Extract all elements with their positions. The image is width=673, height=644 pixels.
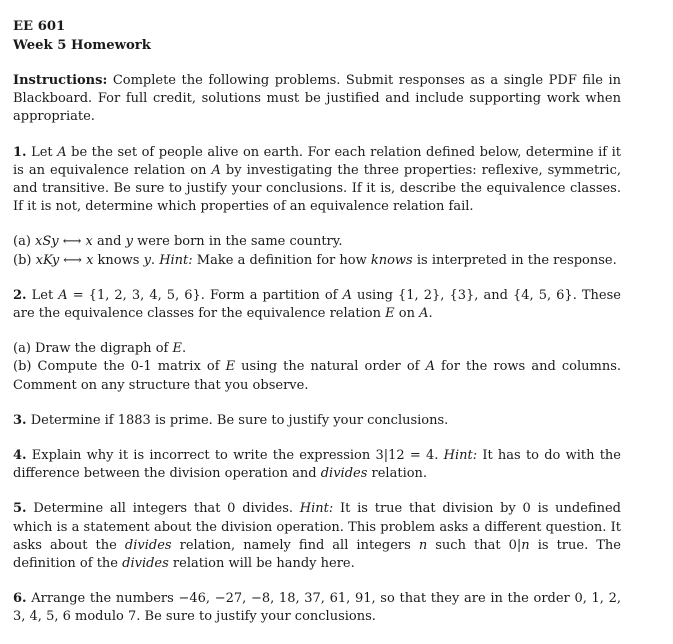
homework-title: Week 5 Homework: [13, 37, 151, 53]
instructions-text: Complete the following problems. Submit responses as a single PDF file in Blackboard. For full credit, solutions must be justified and include supporting work when appropriate.: [13, 73, 621, 125]
course-code: EE 601: [13, 19, 66, 34]
homework-page: [13, 18, 621, 627]
problem-3: 3. Determine if 1883 is prime. Be sure to justify your conclusions.: [13, 412, 449, 428]
problem-5: 5. Determine all integers that 0 divides. Hint: It is true that division by 0 is undefined which is a statement about the division operation. This problem asks a different question. It asks about the divides relation, namely find all integers n such that 0|n is true. The definition of the divides relation will be handy here.: [13, 501, 622, 572]
problem-1: 1. Let A be the set of people alive on earth. For each relation defined below, determine if it is an equivalence relation on A by investigating the three properties: reflexive, symmetric, and transitive. Be sure to justify your conclusions. If it is, describe the equivalence classes. If it is not, determine which properties of an equivalence relation fail.: [13, 144, 621, 215]
problem-1b: (b) xKy ⟷ x knows y. Hint: Make a definition for how knows is interpreted in the response.: [13, 252, 617, 268]
problem-1-number: 1.: [13, 144, 27, 160]
instructions: [13, 72, 621, 127]
problem-6-number: 6.: [13, 591, 27, 607]
instructions-label: Instructions:: [13, 73, 108, 88]
problem-4-number: 4.: [13, 448, 27, 464]
problem-2: 2. Let A = {1, 2, 3, 4, 5, 6}. Form a partition of A using {1, 2}, {3}, and {4, 5, 6}. These are the equivalence classes for the equivalence relation E on A.: [13, 287, 621, 322]
problem-4: 4. Explain why it is incorrect to write the expression 3|12 = 4. Hint: It has to do with the difference between the division operation and divides relation.: [13, 448, 621, 482]
problem-1a: (a) xSy ⟷ x and y were born in the same country.: [13, 234, 343, 250]
problem-2-number: 2.: [13, 287, 27, 303]
problem-3-number: 3.: [13, 412, 27, 428]
problem-2a: (a) Draw the digraph of E.: [13, 341, 187, 357]
problem-5-number: 5.: [13, 501, 27, 517]
problem-6: 6. Arrange the numbers −46, −27, −8, 18, 37, 61, 91, so that they are in the order 0, 1, 2, 3, 4, 5, 6 modulo 7. Be sure to justify your conclusions.: [13, 591, 621, 625]
problem-2b: (b) Compute the 0-1 matrix of E using the natural order of A for the rows and columns. Comment on any structure that you observe.: [13, 359, 621, 393]
